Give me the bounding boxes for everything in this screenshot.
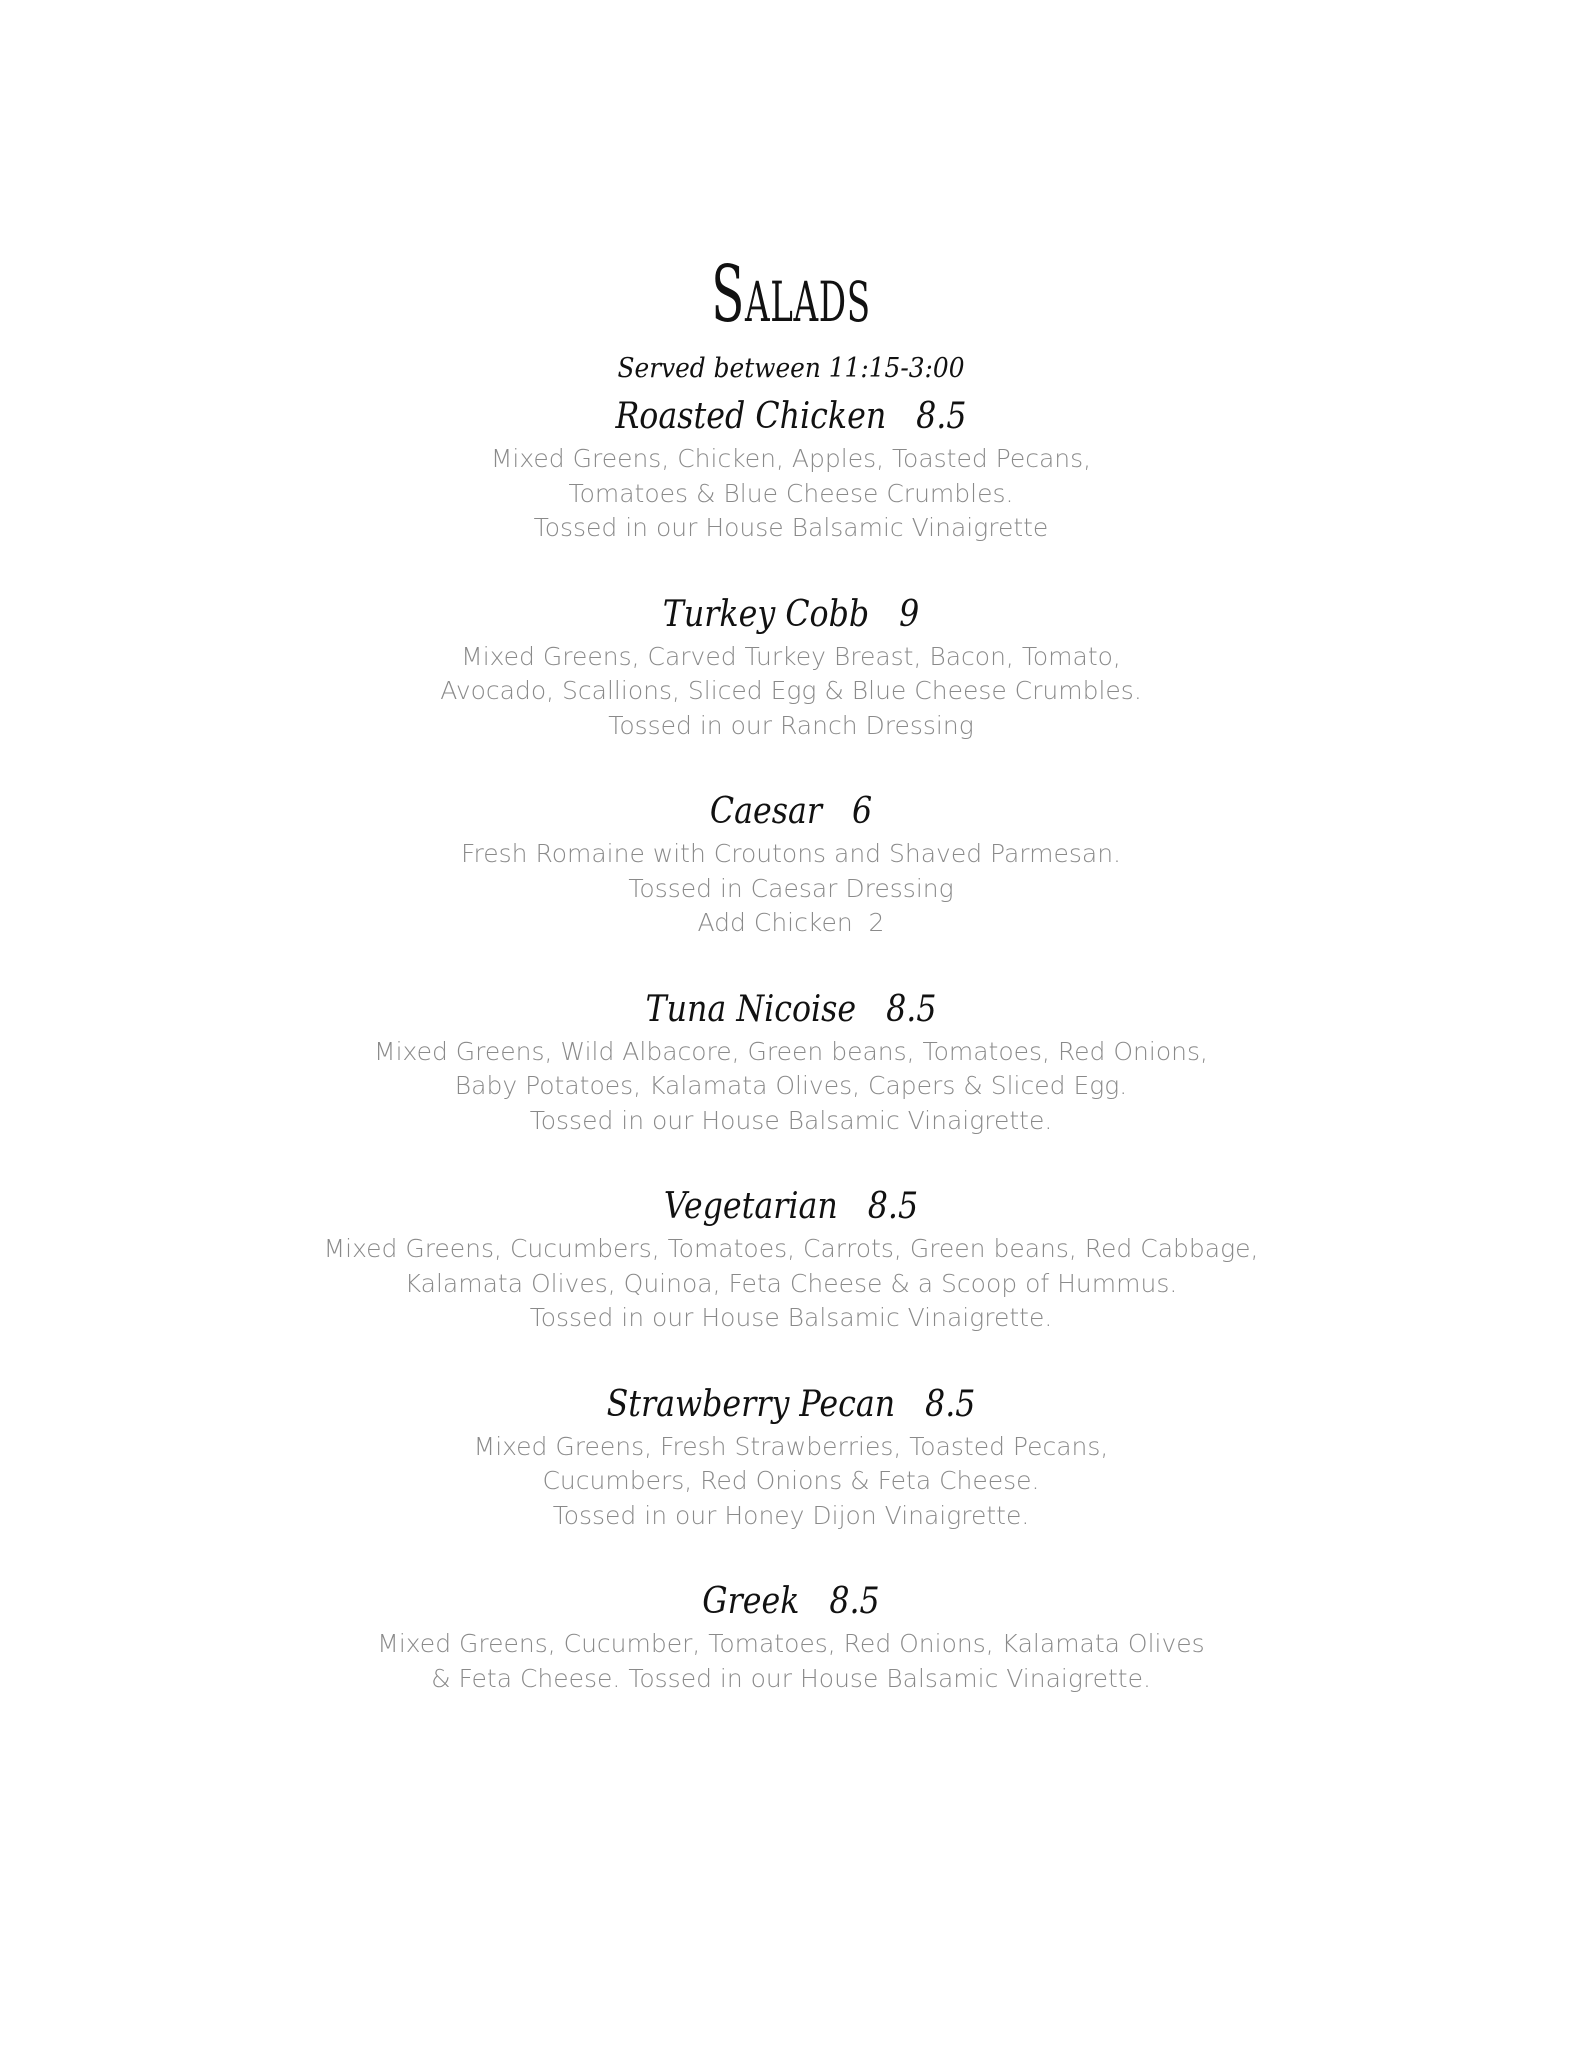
description-line: Tossed in our House Balsamic Vinaigrette <box>533 513 1049 542</box>
item-price: 8.5 <box>829 1581 880 1622</box>
description-line: Tossed in our House Balsamic Vinaigrette. <box>529 1105 1053 1135</box>
item-name: Greek <box>702 1581 800 1622</box>
item-name: Caesar <box>709 791 823 832</box>
item-price: 8.5 <box>867 1186 919 1227</box>
item-heading <box>95 987 1487 1033</box>
menu-item-vegetarian <box>0 1184 1582 1336</box>
serving-hours: Served between 11:15-3:00 <box>617 353 965 384</box>
menu-item-caesar <box>0 789 1582 941</box>
item-name: Vegetarian <box>663 1186 838 1227</box>
item-heading <box>95 1382 1487 1428</box>
description-line: Cucumbers, Red Onions & Feta Cheese. <box>542 1466 1040 1495</box>
description-line: Fresh Romaine with Croutons and Shaved Parmesan. <box>460 839 1122 868</box>
item-price: 8.5 <box>925 1383 976 1425</box>
menu-item-greek <box>0 1579 1582 1696</box>
salads-menu <box>0 250 1582 1696</box>
description-line: Kalamata Olives, Quinoa, Feta Cheese & a Scoop of Hummus. <box>404 1268 1178 1298</box>
description-line: Mixed Greens, Wild Albacore, Green beans, Tomatoes, Red Onions, <box>374 1036 1208 1066</box>
description-line: Baby Potatoes, Kalamata Olives, Capers & Sliced Egg. <box>454 1071 1128 1100</box>
menu-title: Salads <box>711 250 871 340</box>
item-price: 6 <box>851 791 873 832</box>
description-line: Mixed Greens, Cucumbers, Tomatoes, Carrots, Green beans, Red Cabbage, <box>323 1234 1259 1263</box>
item-heading <box>95 592 1487 638</box>
item-description <box>0 1035 1582 1139</box>
item-name: Tuna Nicoise <box>645 988 857 1030</box>
description-line: Mixed Greens, Chicken, Apples, Toasted Pecans, <box>490 444 1092 473</box>
item-heading <box>95 789 1487 835</box>
item-heading <box>95 1184 1487 1230</box>
item-price: 8.5 <box>886 988 937 1030</box>
item-price: 9 <box>899 593 920 635</box>
item-description <box>0 640 1582 744</box>
description-line: Tomatoes & Blue Cheese Crumbles. <box>568 478 1014 508</box>
description-line: Tossed in our House Balsamic Vinaigrette. <box>529 1303 1053 1332</box>
description-line: Tossed in Caesar Dressing <box>628 873 954 903</box>
item-description <box>0 1627 1582 1696</box>
description-line: Mixed Greens, Cucumber, Tomatoes, Red Onions, Kalamata Olives <box>377 1629 1205 1658</box>
item-heading <box>95 1579 1487 1625</box>
description-line: Tossed in our Honey Dijon Vinaigrette. <box>552 1500 1030 1530</box>
menu-item-tuna-nicoise <box>0 987 1582 1139</box>
item-heading <box>95 394 1487 440</box>
description-line: Mixed Greens, Carved Turkey Breast, Bacon, Tomato, <box>461 641 1121 671</box>
item-description <box>0 837 1582 941</box>
item-description <box>0 1232 1582 1336</box>
description-line: Mixed Greens, Fresh Strawberries, Toasted Pecans, <box>473 1431 1109 1461</box>
description-line: Avocado, Scallions, Sliced Egg & Blue Cheese Crumbles. <box>440 676 1142 705</box>
menu-item-turkey-cobb <box>0 592 1582 744</box>
item-name: Roasted Chicken <box>615 396 887 437</box>
item-description <box>0 1430 1582 1534</box>
item-description <box>0 442 1582 546</box>
menu-item-roasted-chicken <box>0 394 1582 546</box>
item-name: Turkey Cobb <box>662 593 870 635</box>
item-price: 8.5 <box>916 396 967 437</box>
description-line: Add Chicken 2 <box>697 908 885 937</box>
description-line: Tossed in our Ranch Dressing <box>608 710 974 740</box>
description-line: & Feta Cheese. Tossed in our House Balsamic Vinaigrette. <box>431 1663 1151 1693</box>
item-name: Strawberry Pecan <box>606 1383 896 1425</box>
menu-item-strawberry-pecan <box>0 1382 1582 1534</box>
